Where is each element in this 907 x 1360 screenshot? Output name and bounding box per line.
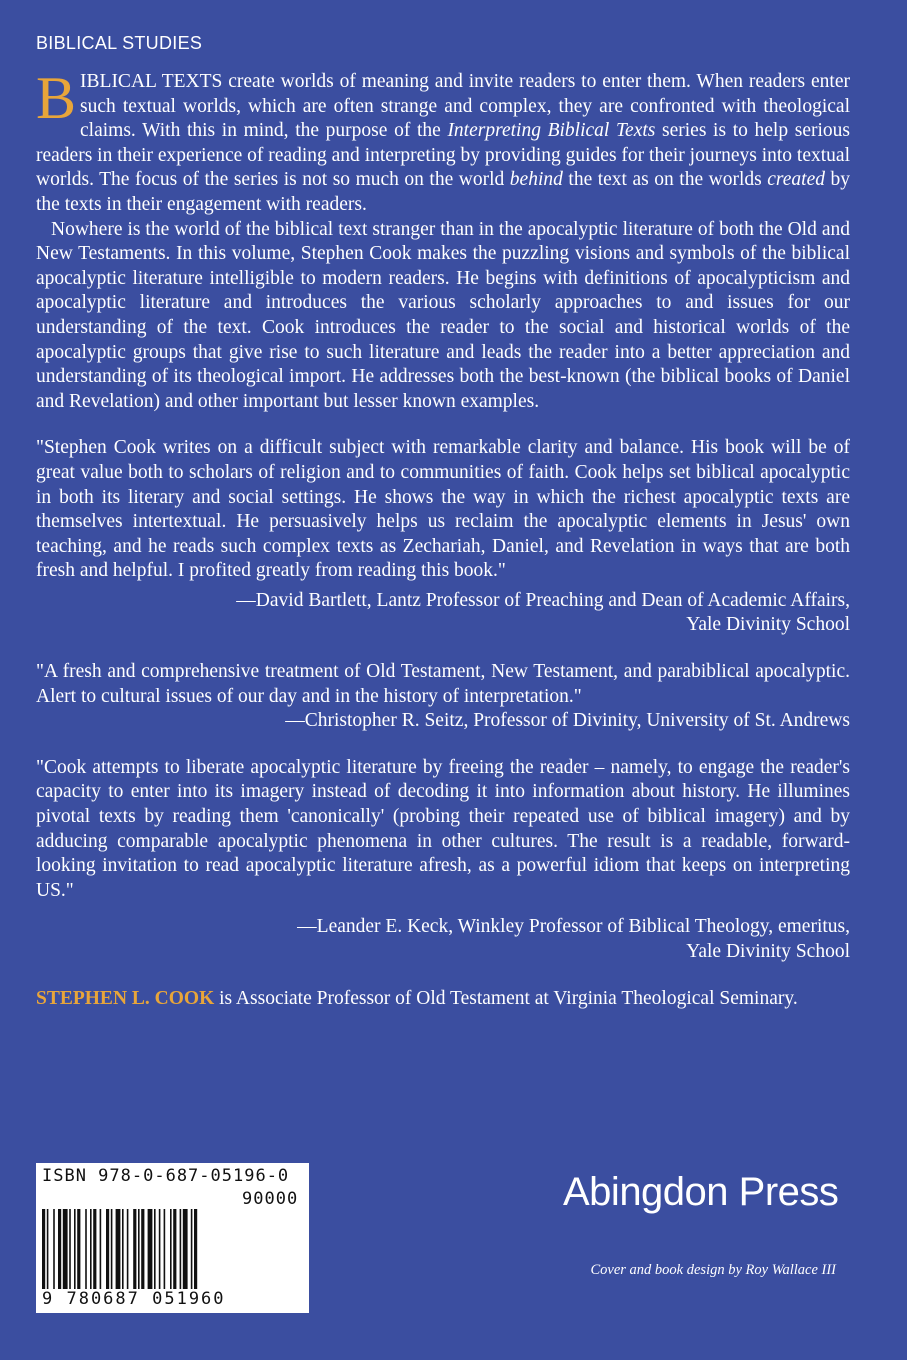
endorsement-quote: "A fresh and comprehensive treatment of Old Testament, New Testament, and parabiblical apocalyptic. Alert to cultural issues of our day and in the history of interpretation.": [36, 661, 850, 707]
back-cover-text: [36, 65, 851, 1011]
publisher-logo: Abingdon Press: [563, 1170, 839, 1214]
endorsement-attribution: —Christopher R. Seitz, Professor of Divinity, University of St. Andrews: [285, 710, 850, 732]
endorsement-quote: "Stephen Cook writes on a difficult subject with remarkable clarity and balance. His book will be of great value both to scholars of religion and to communities of faith. Cook helps set biblical apocalyptic in both its literary and social settings. He shows the way in which the richest apocalyptic texts are themselves intertextual. He persuasively helps us reclaim the apocalyptic elements in Jesus' own teaching, and he reads such complex texts as Zechariah, Daniel, and Revelation in ways that are both fresh and helpful. I profited greatly from reading this book.": [36, 437, 850, 582]
endorsement-attribution: —Leander E. Keck, Winkley Professor of Biblical Theology, emeritus, Yale Divinity School: [297, 916, 850, 962]
barcode-number: 9 780687 051960: [42, 1289, 226, 1309]
description-paragraph: Nowhere is the world of the biblical text stranger than in the apocalyptic literature of both the Old and New Testaments. In this volume, Stephen Cook makes the puzzling visions and symbols of the biblical apocalyptic literature intelligible to modern readers. He begins with definitions of apocalypticism and apocalyptic literature and introduces the various scholarly approaches to and issues for our understanding of the text. Cook introduces the reader to the social and historical worlds of the apocalyptic groups that give rise to such literature and leads the reader into a better appreciation and understanding of its theological import. He addresses both the best-known (the biblical books of Daniel and Revelation) and other important but lesser known examples.: [36, 218, 850, 412]
intro-text-1: create worlds of meaning and invite readers to enter them. When readers enter such textual worlds, which are often strange and complex, they are confronted with theological claims. With this in mind, the purpose of the: [80, 71, 850, 142]
intro-lead: IBLICAL TEXTS: [80, 71, 223, 92]
emphasis-created: created: [767, 169, 825, 191]
isbn-text: ISBN 978-0-687-05196-0: [42, 1166, 290, 1186]
price-code: 90000: [242, 1189, 299, 1209]
author-bio: STEPHEN L. COOK is Associate Professor of Old Testament at Virginia Theological Seminary.: [36, 987, 798, 1009]
author-name: STEPHEN L. COOK: [36, 987, 215, 1009]
emphasis-behind: behind: [509, 169, 563, 191]
drop-cap: B: [36, 65, 77, 131]
series-title: Interpreting Biblical Texts: [447, 120, 656, 142]
intro-paragraph: [36, 65, 851, 218]
endorsement-quote: "Cook attempts to liberate apocalyptic literature by freeing the reader – namely, to engage the reader's capacity to enter into its imagery instead of decoding it into information about history. He illumines pivotal texts by reading them 'canonically' (probing their repeated use of biblical imagery) and by adducing comparable apocalyptic phenomena in other cultures. The result is a readable, forward-looking invitation to read apocalyptic literature afresh, as a powerful idiom that keeps on interpreting US.": [36, 756, 850, 901]
intro-text-2: series is to help serious readers in their experience of reading and interpreting by providing guides for their journeys into textual worlds. The focus of the series is not so much on the world: [36, 120, 850, 191]
category-label: BIBLICAL STUDIES: [36, 33, 203, 53]
barcode-image: [42, 1209, 304, 1289]
design-credit: Cover and book design by Roy Wallace III: [590, 1262, 836, 1278]
barcode-label: [36, 1163, 309, 1313]
endorsement-attribution: —David Bartlett, Lantz Professor of Preaching and Dean of Academic Affairs, Yale Divinity School: [236, 589, 850, 636]
intro-text-4: by the texts in their engagement with readers.: [36, 169, 851, 215]
intro-text-3: the text as on the worlds: [562, 169, 768, 191]
